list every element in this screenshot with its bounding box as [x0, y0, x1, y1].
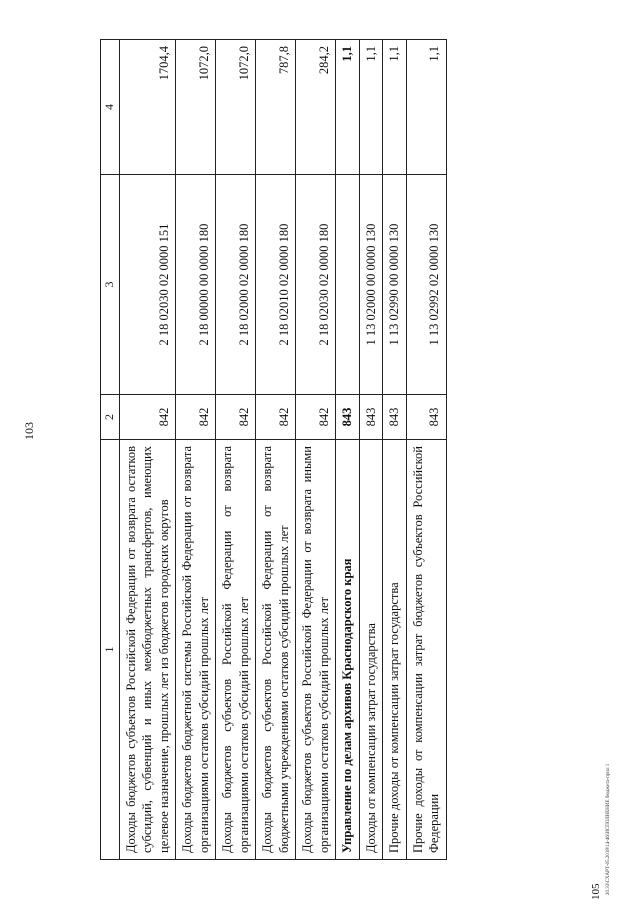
row-value: 1,1: [383, 40, 407, 175]
row-name: Прочие доходы от компенсации затрат бюджетов субъектов Российской Федерации: [406, 440, 446, 860]
row-admin-code: 842: [256, 395, 296, 440]
table-row: [336, 40, 360, 860]
row-budget-code: 1 13 02992 02 0000 130: [406, 175, 446, 395]
row-name: Доходы бюджетов субъектов Российской Федерации от возврата иными организациями остатков субсидий прошлых лет: [296, 440, 336, 860]
header-col-4: 4: [101, 40, 120, 175]
row-budget-code: [336, 175, 360, 395]
row-value: 284,2: [296, 40, 336, 175]
row-name: Доходы бюджетов субъектов Российской Федерации от возврата остатков субсидий, субвенций и иных межбюджетных трансфертов, имеющих целевое назначение, прошлых лет из бюджетов городских округов: [119, 440, 176, 860]
row-admin-code: 843: [359, 395, 383, 440]
row-admin-code: 842: [216, 395, 256, 440]
table-row: [359, 40, 383, 860]
row-admin-code: 843: [336, 395, 360, 440]
row-name: Доходы бюджетов бюджетной системы Российской Федерации от возврата организациями остатков субсидий прошлых лет: [176, 440, 216, 860]
corner-number: 105: [590, 883, 602, 900]
table-row: [406, 40, 446, 860]
row-name: Доходы от компенсации затрат государства: [359, 440, 383, 860]
row-budget-code: 2 18 00000 00 0000 180: [176, 175, 216, 395]
table-row: [216, 40, 256, 860]
row-budget-code: 2 18 02030 02 0000 180: [296, 175, 336, 395]
table-row: [296, 40, 336, 860]
table-row: [383, 40, 407, 860]
rotated-table-container: [100, 40, 600, 860]
table-row: [119, 40, 176, 860]
page-number: 103: [22, 422, 36, 440]
row-admin-code: 843: [406, 395, 446, 440]
row-admin-code: 842: [176, 395, 216, 440]
table-header-row: [101, 40, 120, 860]
row-budget-code: 2 18 02010 02 0000 180: [256, 175, 296, 395]
row-admin-code: 843: [383, 395, 407, 440]
row-name: Управление по делам архивов Краснодарского края: [336, 440, 360, 860]
table-body: [119, 40, 446, 860]
row-value: 1704,4: [119, 40, 176, 175]
row-value: 1,1: [406, 40, 446, 175]
row-budget-code: 1 13 02990 00 0000 130: [383, 175, 407, 395]
row-budget-code: 2 18 02030 02 0000 151: [119, 175, 176, 395]
row-value: 1,1: [336, 40, 360, 175]
footer-file-path: 20.33\СХАРТ-05.2018\14-46\ИСПОЛНЕНИЕ бюджета-прил 1: [606, 763, 611, 895]
row-name: Доходы бюджетов субъектов Российской Федерации от возврата бюджетными учреждениями остатков субсидий прошлых лет: [256, 440, 296, 860]
row-budget-code: 1 13 02000 00 0000 130: [359, 175, 383, 395]
row-value: 1072,0: [216, 40, 256, 175]
row-value: 1072,0: [176, 40, 216, 175]
row-value: 1,1: [359, 40, 383, 175]
revenue-table: [100, 39, 447, 860]
row-admin-code: 842: [296, 395, 336, 440]
row-name: Доходы бюджетов субъектов Российской Федерации от возврата организациями остатков субсидий прошлых лет: [216, 440, 256, 860]
header-col-2: 2: [101, 395, 120, 440]
row-name: Прочие доходы от компенсации затрат государства: [383, 440, 407, 860]
row-value: 787,8: [256, 40, 296, 175]
header-col-1: 1: [101, 440, 120, 860]
row-budget-code: 2 18 02000 02 0000 180: [216, 175, 256, 395]
table-row: [176, 40, 216, 860]
table-row: [256, 40, 296, 860]
row-admin-code: 842: [119, 395, 176, 440]
header-col-3: 3: [101, 175, 120, 395]
